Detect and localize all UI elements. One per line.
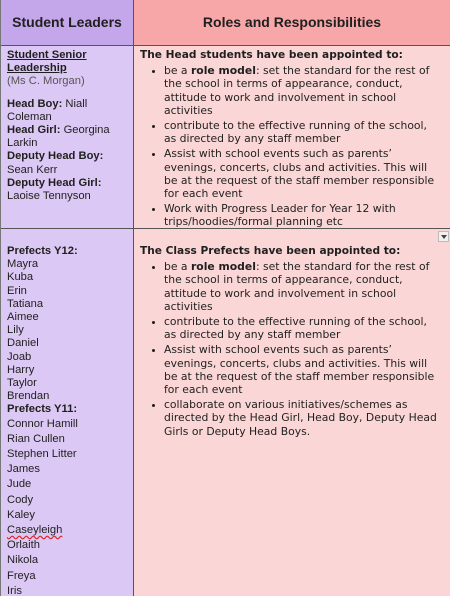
deputy-head-girl-name: Laoise Tennyson bbox=[7, 190, 91, 203]
list-item: Erin bbox=[7, 284, 27, 297]
list-item: Taylor bbox=[7, 377, 37, 390]
deputy-head-boy-name: Sean Kerr bbox=[7, 163, 58, 176]
column-divider bbox=[133, 0, 134, 596]
list-item: Stephen Litter bbox=[7, 448, 77, 461]
list-item: Freya bbox=[7, 569, 36, 582]
list-item: • contribute to the effective running of the school, as directed by any staff member bbox=[164, 315, 440, 341]
senior-leadership-list bbox=[7, 49, 131, 203]
list-item: • contribute to the effective running of the school, as directed by any staff member bbox=[164, 119, 440, 145]
list-item: Iris bbox=[7, 584, 22, 597]
list-item: Kuba bbox=[7, 271, 34, 284]
list-item: • be a role model: set the standard for the rest of the school in terms of appearance, conduct, attitude to work and involvement in school activities bbox=[164, 260, 440, 313]
list-item: Nikola bbox=[7, 554, 39, 567]
head-students-responsibilities bbox=[140, 49, 440, 231]
list-item: Caseyleigh bbox=[7, 524, 63, 537]
header-student-leaders: Student Leaders bbox=[12, 14, 122, 30]
prefects-y11-label: Prefects Y11: bbox=[7, 403, 78, 416]
list-item: Orlaith bbox=[7, 539, 40, 552]
list-item: James bbox=[7, 463, 40, 476]
list-item: Jude bbox=[7, 478, 32, 491]
prefects-list bbox=[7, 245, 131, 599]
deputy-head-girl-label: Deputy Head Girl: bbox=[7, 176, 102, 189]
responsibilities-list bbox=[140, 64, 440, 228]
section-title: Student Senior bbox=[7, 49, 87, 61]
list-item: Rian Cullen bbox=[7, 432, 65, 445]
responsibilities-lead: The Head students have been appointed to: bbox=[140, 49, 403, 61]
section-title: Leadership bbox=[7, 62, 67, 75]
list-item: Joab bbox=[7, 350, 32, 363]
list-item: • Assist with school events such as parents’ evenings, concerts, clubs and activities. This will be at the request of the staff member responsible for each event bbox=[164, 147, 440, 200]
list-item: Tatiana bbox=[7, 297, 44, 310]
list-item: Lily bbox=[7, 324, 24, 337]
row-divider bbox=[1, 45, 450, 46]
prefect-responsibilities bbox=[140, 245, 440, 440]
list-item: • be a role model: set the standard for the rest of the school in terms of appearance, conduct, attitude to work and involvement in school activities bbox=[164, 64, 440, 117]
header-roles-responsibilities: Roles and Responsibilities bbox=[202, 14, 382, 30]
list-item: • collaborate on various initiatives/schemes as directed by the Head Girl, Head Boy, Deputy Head Girls or Deputy Head Boys. bbox=[164, 398, 440, 438]
list-item: Harry bbox=[7, 363, 35, 376]
head-boy-entry: Head Boy: Niall bbox=[7, 97, 88, 110]
list-item: • Work with Progress Leader for Year 12 with trips/hoodies/formal planning etc bbox=[164, 202, 440, 228]
list-item: Brendan bbox=[7, 390, 50, 403]
list-item: • Assist with school events such as parents’ evenings, concerts, clubs and activities. This will be at the request of the staff member responsible for each event bbox=[164, 343, 440, 396]
head-girl-entry: Head Girl: Georgina bbox=[7, 124, 110, 137]
head-boy-name: Coleman bbox=[7, 110, 52, 123]
head-girl-name: Larkin bbox=[7, 137, 38, 150]
list-item: Kaley bbox=[7, 508, 35, 521]
list-item: Connor Hamill bbox=[7, 417, 78, 430]
list-item: Daniel bbox=[7, 337, 39, 350]
responsibilities-list bbox=[140, 260, 440, 438]
staff-name: (Ms C. Morgan) bbox=[7, 75, 85, 88]
cell-dropdown-chevron-down-icon[interactable] bbox=[438, 231, 449, 242]
prefects-y12-label: Prefects Y12: bbox=[7, 245, 78, 257]
responsibilities-lead: The Class Prefects have been appointed to: bbox=[140, 245, 401, 257]
list-item: Mayra bbox=[7, 258, 39, 271]
list-item: Cody bbox=[7, 493, 34, 506]
deputy-head-boy-label: Deputy Head Boy: bbox=[7, 150, 104, 163]
list-item: Aimee bbox=[7, 311, 39, 324]
